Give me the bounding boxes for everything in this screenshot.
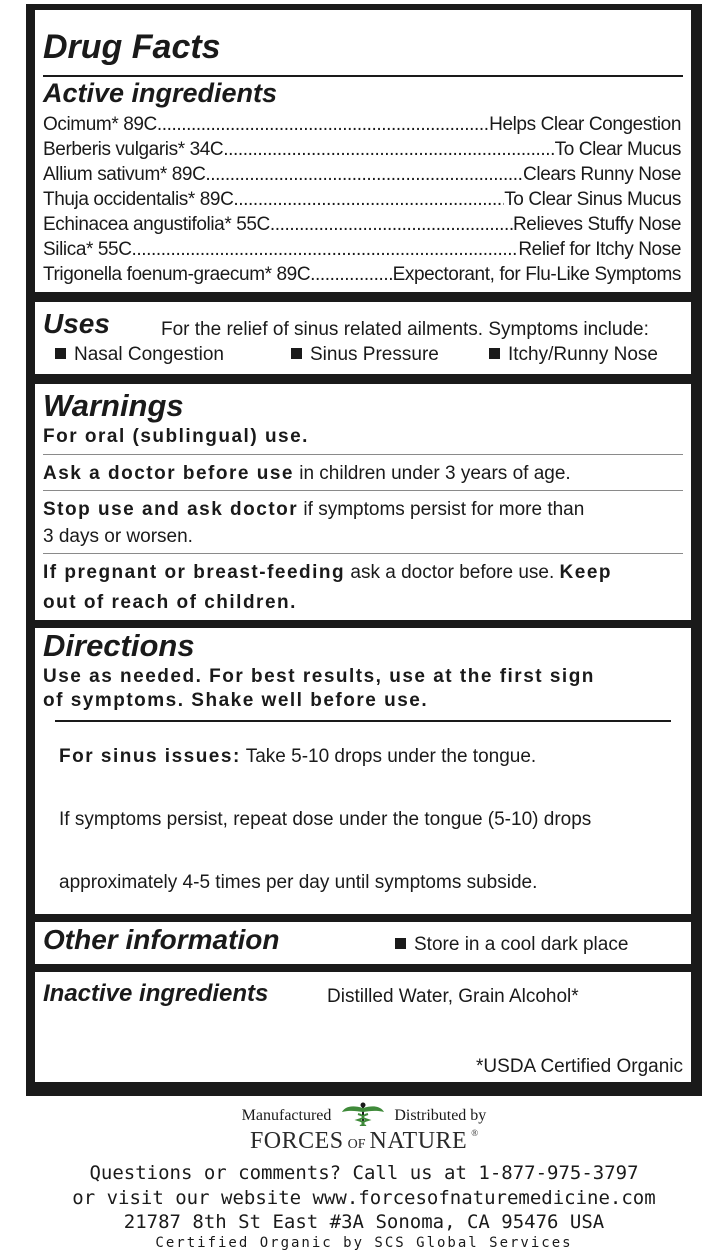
leader-dots [205,164,523,186]
ingredient-name: Echinacea angustifolia* 55C [43,214,270,235]
square-bullet-icon [395,938,406,949]
distributed-label: Distributed by [394,1107,487,1124]
drug-facts-panel [26,4,702,1096]
uses-bullet-2: Sinus Pressure [291,344,683,366]
pregnant-text: If pregnant or breast-feeding ask a doctor before use. Keep [43,562,613,583]
leader-dots [310,264,392,286]
leader-dots [157,114,489,136]
active-ingredients-heading: Active ingredients [43,78,278,108]
ask-doctor-text: Ask a doctor before use in children under 3 years of age. [43,463,571,484]
warnings-divider-1 [43,454,683,455]
other-info-heading: Other information [43,924,280,955]
directions-box [35,628,691,914]
uses-bullet-1: Nasal Congestion [55,344,683,366]
organic-note: *USDA Certified Organic [476,1056,683,1077]
inactive-ingredients-box [35,972,691,1082]
leader-dots [223,139,554,161]
warnings-divider-3 [43,553,683,554]
ingredient-name: Trigonella foenum-graecum* 89C [43,264,311,285]
ingredient-name: Ocimum* 89C [43,114,157,135]
ingredient-purpose: Relief for Itchy Nose [518,239,681,260]
directions-line-2: of symptoms. Shake well before use. [43,690,429,711]
ingredient-purpose: To Clear Mucus [554,139,681,160]
square-bullet-icon [55,348,66,359]
ingredient-row [43,189,681,211]
warnings-heading: Warnings [43,388,184,423]
manufactured-label: Manufactured [241,1107,332,1124]
ingredient-row [43,139,681,161]
warnings-box [35,384,691,620]
drug-facts-title: Drug Facts [43,28,221,66]
directions-rule [55,720,671,722]
persist-text-1: If symptoms persist, repeat dose under the tongue (5-10) drops [59,809,592,830]
title-rule [43,75,683,77]
uses-text: For the relief of sinus related ailments. Symptoms include: [161,319,649,340]
sinus-issues-text: For sinus issues: Take 5-10 drops under the tongue. [59,746,537,767]
uses-heading: Uses [43,308,110,339]
ingredient-row [43,264,681,286]
warnings-divider-2 [43,490,683,491]
active-ingredients-box [35,10,691,292]
ingredient-name: Silica* 55C [43,239,132,260]
manufacturer-line [0,1102,728,1131]
persist-text-2: approximately 4-5 times per day until symptoms subside. [59,872,538,893]
ingredient-purpose: Relieves Stuffy Nose [512,214,681,235]
ingredient-row [43,239,681,261]
caduceus-icon [340,1102,386,1126]
ingredient-name: Berberis vulgaris* 34C [43,139,224,160]
ingredient-row [43,214,681,236]
square-bullet-icon [291,348,302,359]
inactive-text: Distilled Water, Grain Alcohol* [327,986,579,1007]
ingredient-purpose: Expectorant, for Flu-Like Symptoms [392,264,681,285]
leader-dots [233,189,504,211]
leader-dots [132,239,519,261]
questions-text: Questions or comments? Call us at 1-877-975-3797 [89,1162,639,1184]
keep-out-text: out of reach of children. [43,592,297,613]
website-text: or visit our website www.forcesofnaturemedicine.com [72,1187,656,1209]
directions-line-1: Use as needed. For best results, use at the first sign [43,666,595,687]
stop-use-text-2: 3 days or worsen. [43,526,193,547]
inactive-heading: Inactive ingredients [43,980,269,1007]
other-info-box [35,922,691,964]
brand-logo: FORCES OF NATURE ® [249,1128,479,1154]
other-info-bullet: Store in a cool dark place [395,934,683,956]
ingredient-name: Thuja occidentalis* 89C [43,189,234,210]
ingredient-purpose: To Clear Sinus Mucus [504,189,681,210]
ingredient-name: Allium sativum* 89C [43,164,206,185]
certified-text: Certified Organic by SCS Global Services [155,1235,573,1251]
ingredient-row [43,114,681,136]
ingredient-purpose: Helps Clear Congestion [489,114,681,135]
address-text: 21787 8th St East #3A Sonoma, CA 95476 USA [123,1211,605,1233]
uses-bullet-3: Itchy/Runny Nose [489,344,683,366]
uses-box [35,302,691,374]
ingredient-purpose: Clears Runny Nose [523,164,681,185]
directions-heading: Directions [43,628,195,663]
ingredient-row [43,164,681,186]
square-bullet-icon [489,348,500,359]
leader-dots [270,214,513,236]
oral-use-text: For oral (sublingual) use. [43,426,309,447]
stop-use-text: Stop use and ask doctor if symptoms persist for more than [43,499,585,520]
